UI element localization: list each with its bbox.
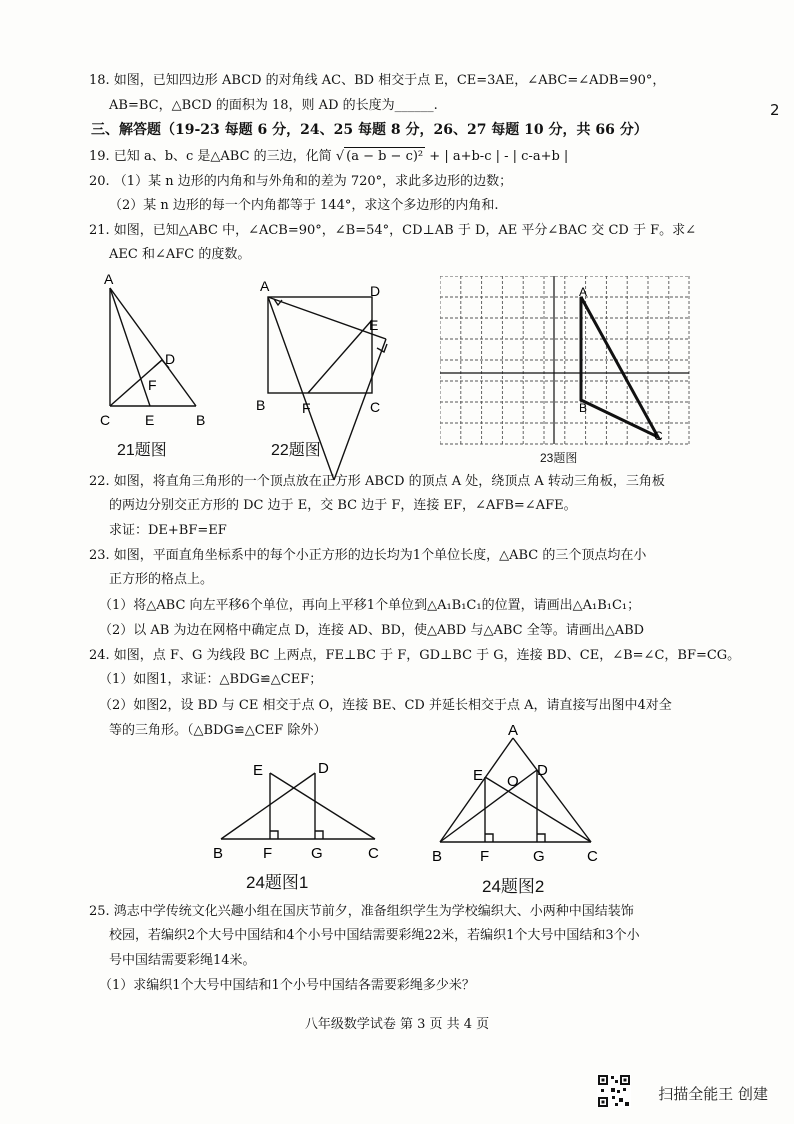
fig22-label-d: D <box>370 283 381 299</box>
q20-line2: （2）某 n 边形的每一个内角都等于 144°，求这个多边形的内角和. <box>109 198 499 213</box>
q18-line1: 18. 如图，已知四边形 ABCD 的对角线 AC、BD 相交于点 E，CE=3AE，∠ABC=∠ADB=90°， <box>89 73 666 88</box>
figure-24-1 <box>205 755 385 865</box>
q22-line1: 22. 如图，将直角三角形的一个顶点放在正方形 ABCD 的顶点 A 处，绕顶点 A 转动三角板，三角板 <box>89 474 665 489</box>
q23-line4: （2）以 AB 为边在网格中确定点 D，连接 AD、BD，使△ABD 与△ABC 全等。请画出△ABD <box>99 623 645 638</box>
q24-line4: 等的三角形。（△BDG≌△CEF 除外） <box>109 723 327 738</box>
q24-line3: （2）如图2，设 BD 与 CE 相交于点 O，连接 BE、CD 并延长相交于点 A，请直接写出图中4对全 <box>99 698 672 713</box>
q22-line3: 求证：DE+BF=EF <box>109 523 227 538</box>
figure-24-2 <box>425 720 615 870</box>
q25-line4: （1）求编织1个大号中国结和1个小号中国结各需要彩绳多少米？ <box>99 978 475 993</box>
fig21-label-c: C <box>100 412 111 428</box>
q23-line3: （1）将△ABC 向左平移6个单位，再向上平移1个单位到△A₁B₁C₁的位置，请画出△A₁B₁C₁； <box>99 598 641 613</box>
fig24b-label-b: B <box>432 848 443 865</box>
fig23-label-c: C <box>654 429 663 443</box>
q23-line1: 23. 如图，平面直角坐标系中的每个小正方形的边长均为1个单位长度，△ABC 的三个顶点均在小 <box>89 548 647 563</box>
fig24b-label-c: C <box>587 848 598 865</box>
fig24a-label-e: E <box>253 762 264 779</box>
fig24a-label-g: G <box>311 845 323 862</box>
fig24b-label-g: G <box>533 848 545 865</box>
q19-radical: √ (a − b − c)² <box>335 149 424 164</box>
page-footer: 八年级数学试卷 第 3 页 共 4 页 <box>304 1017 490 1032</box>
fig24a-label-d: D <box>318 760 329 777</box>
q25-line3: 号中国结需要彩绳14米。 <box>109 953 256 968</box>
fig21-caption: 21题图 <box>117 442 167 459</box>
q24-line2: （1）如图1，求证：△BDG≌△CEF； <box>99 672 323 687</box>
fig24a-caption: 24题图1 <box>246 873 309 892</box>
q21-line1: 21. 如图，已知△ABC 中，∠ACB=90°，∠B=54°，CD⊥AB 于 D，AE 平分∠BAC 交 CD 于 F。求∠ <box>89 223 696 238</box>
q19-sqrt-expr: (a − b − c)² <box>346 149 424 164</box>
figure-23 <box>440 276 690 448</box>
q20-line1: 20. （1）某 n 边形的内角和与外角和的差为 720°，求此多边形的边数； <box>89 174 513 189</box>
fig24b-label-e: E <box>473 767 484 784</box>
fig24b-label-a: A <box>508 722 519 739</box>
section-heading: 三、解答题（19-23 每题 6 分，24、25 每题 8 分，26、27 每题 10 分，共 66 分） <box>91 122 648 138</box>
fig21-label-e: E <box>145 412 155 428</box>
q19-suffix: + | a+b-c | - | c-a+b | <box>429 149 569 164</box>
fig22-label-f: F <box>302 400 311 416</box>
fig24b-label-f: F <box>480 848 490 865</box>
q25-line2: 校园，若编织2个大号中国结和4个小号中国结需要彩绳22米，若编织1个大号中国结和3个小 <box>109 928 640 943</box>
fig21-label-f: F <box>148 377 157 393</box>
fig23-label-b: B <box>579 401 588 415</box>
fig23-caption: 23题图 <box>540 451 578 465</box>
q18-line2: AB=BC，△BCD 的面积为 18，则 AD 的长度为______. <box>109 98 438 113</box>
fig21-label-d: D <box>165 351 176 367</box>
page-edge-digit: 2 <box>770 101 780 119</box>
q22-line2: 的两边分别交正方形的 DC 边于 E，交 BC 边于 F，连接 EF，∠AFB=∠AFE。 <box>109 498 577 513</box>
q25-line1: 25. 鸿志中学传统文化兴趣小组在国庆节前夕，准备组织学生为学校编织大、小两种中国结装饰 <box>89 904 634 919</box>
q24-line1: 24. 如图，点 F、G 为线段 BC 上两点，FE⊥BC 于 F，GD⊥BC 于 G，连接 BD、CE，∠B=∠C，BF=CG。 <box>89 648 741 663</box>
fig22-label-b: B <box>256 397 266 413</box>
fig23-label-a: A <box>579 285 588 299</box>
scanner-watermark: 扫描全能王 创建 <box>658 1085 768 1103</box>
fig24a-label-f: F <box>263 845 273 862</box>
figure-21 <box>90 272 220 432</box>
fig24a-label-b: B <box>213 845 224 862</box>
fig24b-caption: 24题图2 <box>482 877 545 896</box>
fig21-label-b: B <box>196 412 206 428</box>
q19-prefix: 19. 已知 a、b、c 是△ABC 的三边，化简 <box>89 149 332 164</box>
fig22-caption: 22题图 <box>271 442 321 459</box>
fig22-label-a: A <box>260 278 270 294</box>
fig24b-label-d: D <box>537 762 548 779</box>
fig24b-label-o: O <box>507 773 519 790</box>
fig22-label-c: C <box>370 399 381 415</box>
q23-line2: 正方形的格点上。 <box>109 572 214 587</box>
fig21-label-a: A <box>104 272 114 287</box>
q21-line2: AEC 和∠AFC 的度数。 <box>109 247 251 262</box>
q19 <box>89 147 568 166</box>
qr-code-icon <box>597 1074 631 1108</box>
fig24a-label-c: C <box>368 845 379 862</box>
fig22-label-e: E <box>369 317 379 333</box>
